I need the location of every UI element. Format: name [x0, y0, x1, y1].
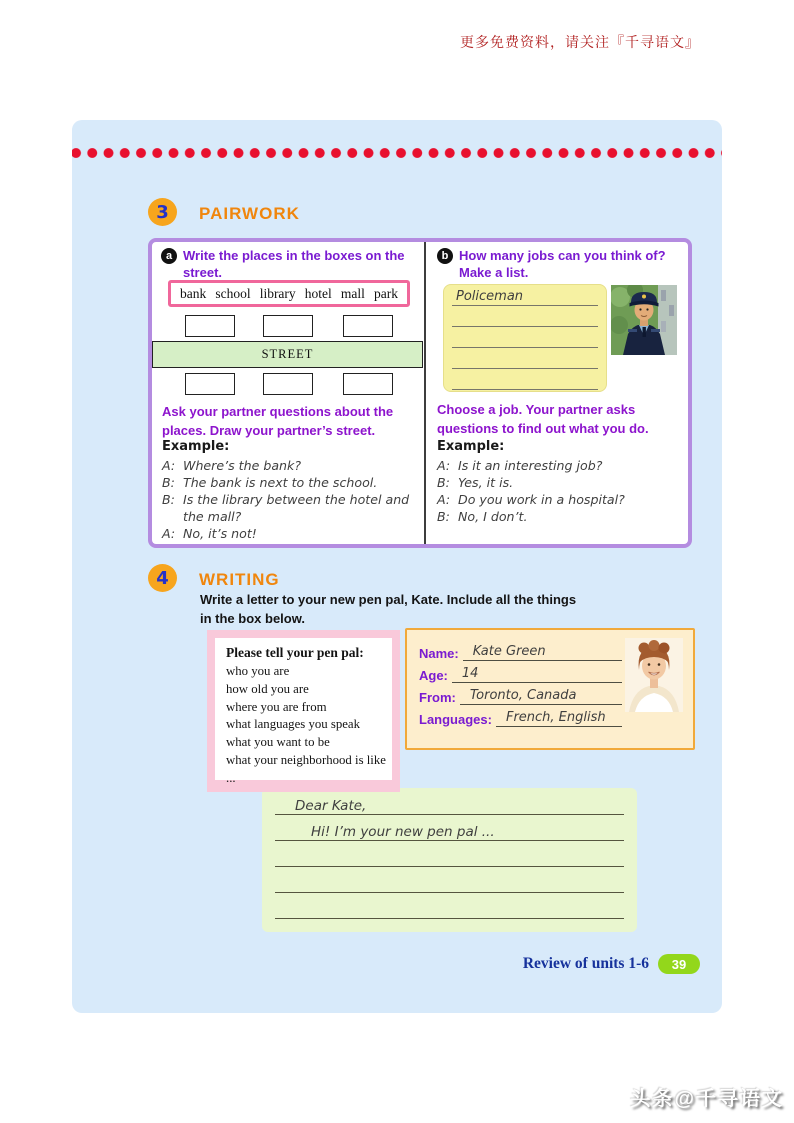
part-a-example-label: Example: — [162, 439, 230, 454]
field-underline[interactable]: 14 — [452, 664, 622, 683]
letter-line[interactable] — [275, 867, 624, 893]
part-b-prompt: How many jobs can you think of? Make a list. — [459, 248, 666, 280]
word-bank-item: library — [259, 285, 296, 301]
word-bank-item: hotel — [304, 285, 332, 301]
policeman-photo — [611, 285, 677, 355]
street-fill-box-bottom-1[interactable] — [185, 373, 235, 395]
pen-pal-checklist-note — [207, 630, 400, 792]
dialogue-line: A: Where’s the bank? — [162, 458, 302, 473]
job-list-line[interactable] — [452, 327, 598, 348]
top-watermark: 更多免费资料，请关注『千寻语文』 — [460, 36, 700, 51]
street-bar: STREET — [152, 341, 423, 368]
page-footer — [523, 954, 700, 974]
checklist-item: ... — [226, 770, 236, 785]
checklist-item: where you are from — [226, 699, 327, 714]
street-fill-box-bottom-2[interactable] — [263, 373, 313, 395]
part-a-prompt: Write the places in the boxes on the street. — [183, 248, 405, 280]
checklist-item: what languages you speak — [226, 717, 360, 732]
street-fill-box-top-1[interactable] — [185, 315, 235, 337]
checklist-item: what your neighborhood is like — [226, 752, 386, 767]
penpal-field-name: Name: Kate Green — [419, 642, 622, 661]
job-list-line[interactable] — [452, 369, 598, 390]
part-b-example-label: Example: — [437, 439, 505, 454]
pairwork-exercise-box — [148, 238, 692, 548]
penpal-field-age: Age: 14 — [419, 664, 622, 683]
dialogue-line: B: Yes, it is. — [437, 475, 514, 490]
pen-pal-photo — [625, 638, 683, 712]
word-bank-box — [168, 280, 410, 307]
section4-number: 4 — [156, 567, 169, 589]
footer-review-label: Review of units 1-6 — [522, 955, 649, 972]
part-b-badge: b — [437, 248, 453, 264]
checklist-title: Please tell your pen pal: — [226, 645, 364, 660]
letter-line[interactable] — [275, 893, 624, 919]
job-list-line[interactable] — [452, 348, 598, 369]
word-bank-item: school — [215, 285, 251, 301]
book-page — [72, 120, 722, 1013]
word-bank-item: mall — [340, 285, 365, 301]
column-divider — [424, 242, 426, 544]
dialogue-line: A: Is it an interesting job? — [437, 458, 603, 473]
dialogue-line: A: Do you work in a hospital? — [437, 492, 625, 507]
penpal-field-languages: Languages: French, English — [419, 708, 622, 727]
pen-pal-info-card — [405, 628, 695, 750]
section3-title: PAIRWORK — [199, 204, 300, 223]
part-a-instruction: Ask your partner questions about the places. Draw your partner’s street. — [162, 404, 394, 438]
section4-prompt-line1: Write a letter to your new pen pal, Kate. Include all the things — [200, 592, 577, 607]
checklist-panel — [215, 638, 392, 785]
field-underline[interactable]: Toronto, Canada — [460, 686, 622, 705]
dialogue-line: B: No, I don’t. — [437, 509, 528, 524]
letter-line[interactable]: Dear Kate, — [275, 789, 624, 815]
letter-line[interactable] — [275, 841, 624, 867]
street-fill-box-bottom-3[interactable] — [343, 373, 393, 395]
part-a-dialogue — [162, 457, 410, 542]
field-underline[interactable]: Kate Green — [463, 642, 622, 661]
checklist-item: who you are — [226, 664, 290, 678]
section4-title: WRITING — [199, 570, 280, 589]
job-list-box — [443, 284, 607, 392]
checklist-item: how old you are — [226, 681, 309, 696]
penpal-field-from: From: Toronto, Canada — [419, 686, 622, 705]
section4-number-badge — [148, 564, 177, 592]
dialogue-line: B: Is the library between the hotel and the mall? — [162, 492, 410, 524]
job-list-line[interactable] — [452, 306, 598, 327]
word-bank-item: park — [373, 285, 398, 301]
word-bank-item: bank — [180, 285, 207, 301]
red-dotted-divider — [72, 147, 722, 160]
section3-number: 3 — [156, 201, 169, 223]
letter-line[interactable]: Hi! I’m your new pen pal ... — [275, 815, 624, 841]
job-list-line[interactable]: Policeman — [452, 285, 598, 306]
part-a-badge: a — [161, 248, 177, 264]
dialogue-line: A: No, it’s not! — [162, 526, 257, 541]
part-b-dialogue — [437, 457, 682, 525]
letter-writing-box — [262, 788, 637, 932]
field-underline[interactable]: French, English — [496, 708, 622, 727]
page-number-badge: 39 — [658, 954, 700, 974]
bottom-watermark: 头条@千寻语文 — [630, 1088, 784, 1110]
street-fill-box-top-3[interactable] — [343, 315, 393, 337]
section4-prompt-line2: in the box below. — [200, 611, 305, 626]
part-b-instruction: Choose a job. Your partner asks questions to find out what you do. — [437, 402, 649, 436]
street-fill-box-top-2[interactable] — [263, 315, 313, 337]
dialogue-line: B: The bank is next to the school. — [162, 475, 378, 490]
checklist-item: what you want to be — [226, 735, 330, 750]
section3-number-badge — [148, 198, 177, 226]
